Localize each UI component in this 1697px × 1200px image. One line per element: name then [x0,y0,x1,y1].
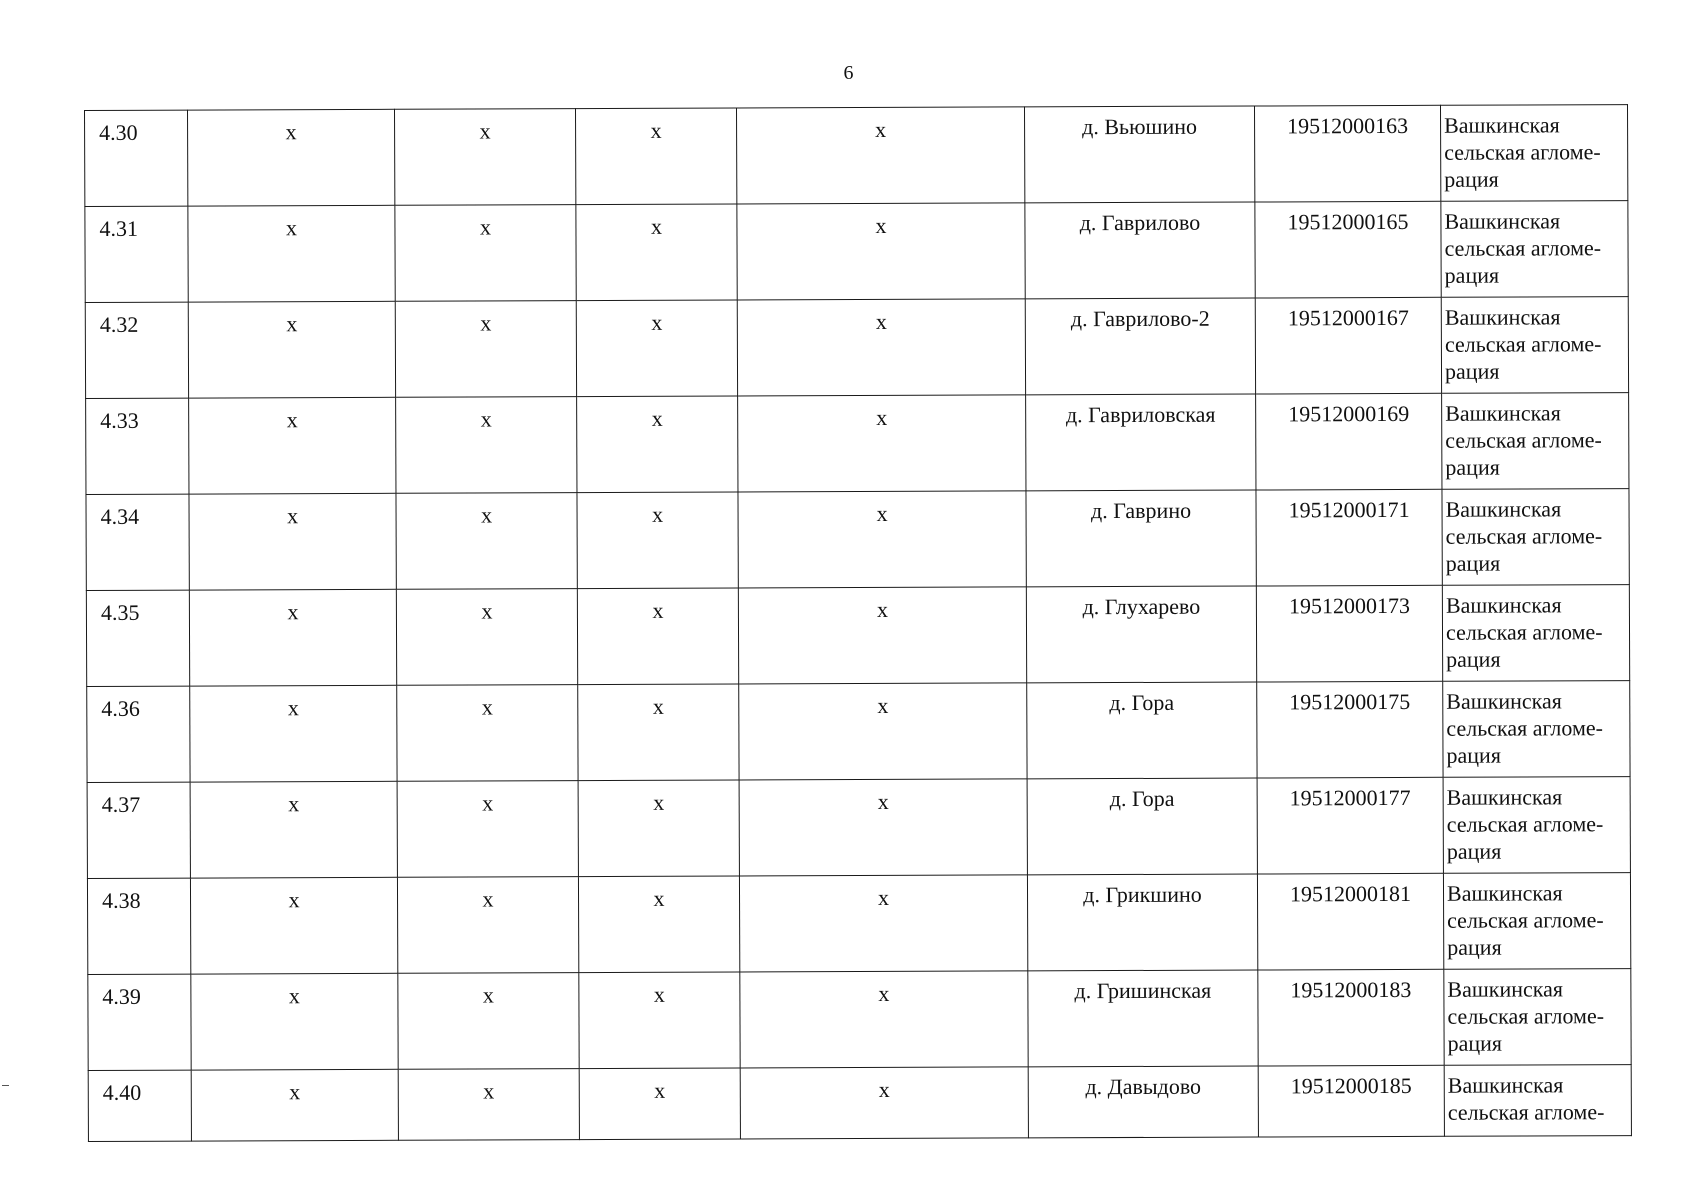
oktmo-code-cell: 19512000169 [1256,393,1442,490]
cell-x-2: х [394,109,575,206]
agglomeration-cell [1441,297,1628,394]
oktmo-code-cell: 19512000181 [1257,873,1443,970]
oktmo-code-cell: 19512000175 [1257,681,1443,778]
table-row [85,201,1628,303]
cell-x-4: х [738,395,1026,492]
agglomeration-text: Вашкинская сельская агломе-рация [1445,592,1603,672]
cell-x-1: х [190,685,397,782]
cell-x-4: х [740,1067,1028,1139]
settlement-name-cell: д. Гаврилово-2 [1025,298,1255,395]
cell-x-2: х [396,589,577,686]
agglomeration-cell [1442,585,1629,682]
page-number: 6 [843,62,854,84]
settlement-name-cell: д. Глухарево [1026,586,1256,683]
cell-x-1: х [188,109,395,206]
agglomeration-cell [1443,681,1630,778]
cell-x-4: х [739,779,1027,876]
agglomeration-cell [1442,393,1629,490]
agglomeration-text: Вашкинская сельская агломе-рация [1445,400,1602,480]
table-row [86,585,1629,687]
agglomeration-cell [1444,969,1631,1066]
oktmo-code-cell: 19512000183 [1258,969,1444,1066]
agglomeration-cell [1443,777,1630,874]
cell-x-4: х [737,203,1025,300]
cell-x-2: х [397,877,578,974]
cell-x-3: х [577,588,738,685]
agglomeration-text: Вашкинская сельская агломе-рация [1444,208,1602,288]
agglomeration-text: Вашкинская сельская агломе-рация [1446,688,1603,768]
cell-x-4: х [740,971,1028,1068]
table-row [88,969,1631,1071]
table-row [85,105,1628,207]
settlement-name-cell: д. Гавриловская [1026,394,1256,491]
cell-x-3: х [576,300,737,397]
cell-x-3: х [579,972,740,1069]
cell-x-3: х [578,876,739,973]
settlement-name-cell: д. Грикшино [1027,874,1257,971]
cell-x-4: х [739,875,1027,972]
agglomeration-cell [1441,201,1628,298]
agglomeration-cell [1443,873,1630,970]
settlement-name-cell: д. Давыдово [1028,1066,1258,1138]
agglomeration-cell [1440,105,1627,202]
settlement-name-cell: д. Гора [1027,778,1257,875]
cell-x-1: х [188,301,395,398]
oktmo-code-cell: 19512000177 [1257,777,1443,874]
row-number-cell: 4.39 [88,974,191,1070]
settlements-table [84,104,1632,1142]
table-row [87,681,1630,783]
cell-x-1: х [190,781,397,878]
row-number-cell: 4.40 [88,1070,191,1141]
cell-x-3: х [575,108,736,205]
agglomeration-text: Вашкинская сельская агломе-рация [1446,880,1604,960]
agglomeration-cell [1444,1065,1631,1137]
row-number-cell: 4.38 [87,878,190,974]
cell-x-2: х [396,493,577,590]
cell-x-2: х [395,205,576,302]
table-row [85,297,1628,399]
table-row [88,1065,1631,1142]
row-number-cell: 4.32 [85,302,188,398]
cell-x-2: х [397,781,578,878]
table-row [87,777,1630,879]
table-row [86,393,1629,495]
oktmo-code-cell: 19512000185 [1258,1065,1444,1137]
cell-x-3: х [576,204,737,301]
agglomeration-cell [1442,489,1629,586]
agglomeration-text: Вашкинская сельская агломе- [1447,1072,1605,1125]
agglomeration-text: Вашкинская сельская агломе-рация [1446,784,1604,864]
oktmo-code-cell: 19512000171 [1256,489,1442,586]
cell-x-4: х [739,683,1027,780]
settlement-name-cell: д. Гришинская [1028,970,1258,1067]
cell-x-1: х [191,1069,398,1141]
settlement-name-cell: д. Гаврино [1026,490,1256,587]
cell-x-1: х [191,973,398,1070]
cell-x-3: х [579,1068,740,1140]
oktmo-code-cell: 19512000173 [1256,585,1442,682]
row-number-cell: 4.33 [86,398,189,494]
agglomeration-text: Вашкинская сельская агломе-рация [1447,976,1605,1056]
cell-x-3: х [577,396,738,493]
oktmo-code-cell: 19512000167 [1255,297,1441,394]
cell-x-4: х [738,491,1026,588]
cell-x-3: х [577,492,738,589]
row-number-cell: 4.36 [87,686,190,782]
settlement-name-cell: д. Гаврилово [1025,202,1255,299]
cell-x-3: х [578,780,739,877]
cell-x-1: х [190,877,397,974]
cell-x-4: х [736,107,1024,204]
cell-x-1: х [189,589,396,686]
table-row [86,489,1629,591]
cell-x-3: х [578,684,739,781]
cell-x-1: х [189,397,396,494]
scan-mark [2,1085,9,1086]
settlement-name-cell: д. Вьюшино [1024,106,1254,203]
table-body [85,105,1632,1142]
cell-x-1: х [189,493,396,590]
cell-x-2: х [397,685,578,782]
oktmo-code-cell: 19512000165 [1255,201,1441,298]
cell-x-2: х [396,397,577,494]
agglomeration-text: Вашкинская сельская агломе-рация [1444,304,1602,384]
cell-x-1: х [188,205,395,302]
row-number-cell: 4.35 [86,590,189,686]
agglomeration-text: Вашкинская сельская агломе-рация [1445,496,1603,576]
row-number-cell: 4.37 [87,782,190,878]
settlement-name-cell: д. Гора [1027,682,1257,779]
table-row [87,873,1630,975]
cell-x-4: х [738,587,1026,684]
oktmo-code-cell: 19512000163 [1254,105,1440,202]
cell-x-2: х [395,301,576,398]
agglomeration-text: Вашкинская сельская агломе-рация [1444,112,1601,192]
cell-x-2: х [398,1069,579,1141]
cell-x-2: х [398,973,579,1070]
cell-x-4: х [737,299,1025,396]
row-number-cell: 4.34 [86,494,189,590]
row-number-cell: 4.31 [85,206,188,302]
row-number-cell: 4.30 [85,110,188,206]
